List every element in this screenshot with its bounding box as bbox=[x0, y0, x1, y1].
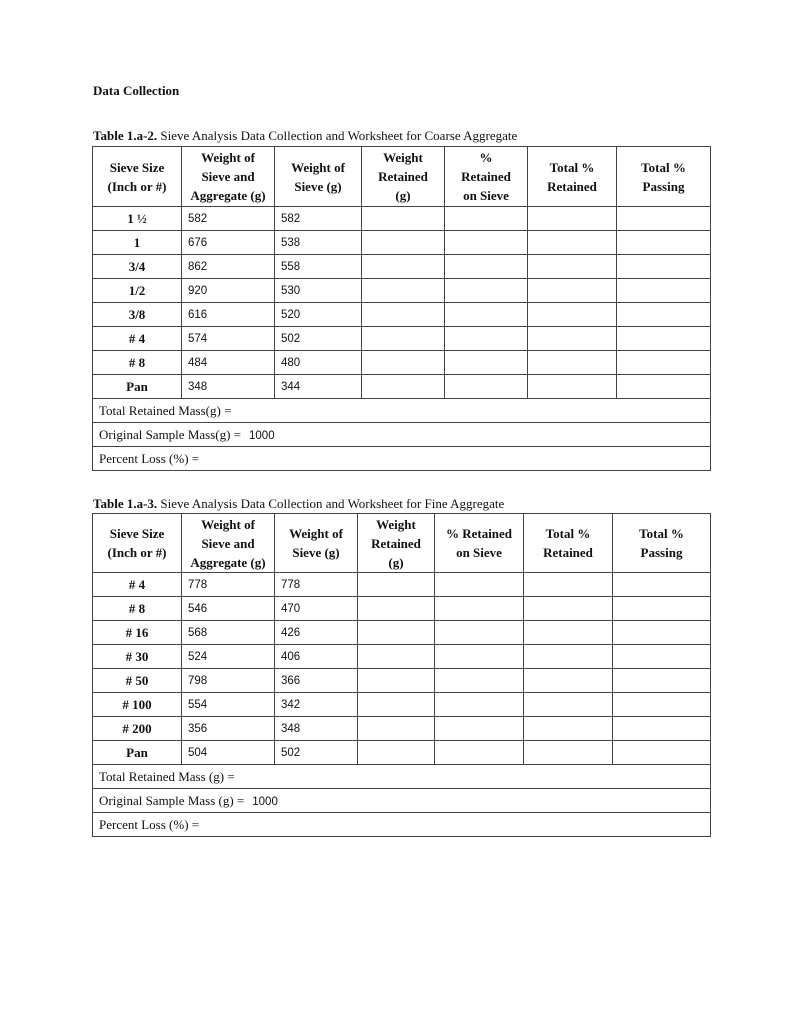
header-line: (g) bbox=[395, 188, 411, 203]
sieve-size-cell: 3/4 bbox=[93, 255, 182, 279]
fine-header-total-passing bbox=[613, 514, 711, 573]
weight-sieve-aggregate-cell: 574 bbox=[182, 327, 275, 351]
total-retained-cell bbox=[528, 375, 617, 399]
fine-header-row bbox=[93, 514, 711, 573]
sieve-size-cell: # 200 bbox=[93, 717, 182, 741]
weight-sieve-cell: 480 bbox=[275, 351, 362, 375]
total-retained-cell bbox=[524, 693, 613, 717]
weight-retained-cell bbox=[358, 741, 435, 765]
total-retained-cell bbox=[524, 717, 613, 741]
weight-sieve-cell: 778 bbox=[275, 573, 358, 597]
fine-total-retained-label: Total Retained Mass (g) = bbox=[99, 768, 235, 784]
table-row bbox=[93, 255, 711, 279]
weight-sieve-aggregate-cell: 920 bbox=[182, 279, 275, 303]
coarse-header-weight-sieve-aggregate bbox=[182, 147, 275, 207]
table-row bbox=[93, 375, 711, 399]
total-retained-cell bbox=[524, 621, 613, 645]
weight-sieve-cell: 342 bbox=[275, 693, 358, 717]
percent-retained-cell bbox=[445, 351, 528, 375]
weight-sieve-aggregate-cell: 778 bbox=[182, 573, 275, 597]
weight-sieve-cell: 558 bbox=[275, 255, 362, 279]
weight-retained-cell bbox=[362, 327, 445, 351]
weight-sieve-cell: 366 bbox=[275, 669, 358, 693]
total-passing-cell bbox=[613, 741, 711, 765]
total-passing-cell bbox=[613, 573, 711, 597]
total-passing-cell bbox=[617, 327, 711, 351]
sieve-size-cell: # 8 bbox=[93, 351, 182, 375]
weight-retained-cell bbox=[362, 303, 445, 327]
weight-sieve-aggregate-cell: 546 bbox=[182, 597, 275, 621]
total-passing-cell bbox=[613, 693, 711, 717]
percent-retained-cell bbox=[435, 573, 524, 597]
fine-original-mass-cell bbox=[93, 789, 711, 813]
header-line: on Sieve bbox=[456, 545, 502, 560]
header-line: (g) bbox=[388, 554, 404, 570]
header-line: Weight bbox=[383, 150, 423, 165]
sieve-size-cell: # 50 bbox=[93, 669, 182, 693]
header-line: Aggregate (g) bbox=[190, 554, 266, 570]
weight-sieve-cell: 502 bbox=[275, 741, 358, 765]
weight-sieve-cell: 502 bbox=[275, 327, 362, 351]
table-row bbox=[93, 621, 711, 645]
total-passing-cell bbox=[613, 621, 711, 645]
total-passing-cell bbox=[617, 231, 711, 255]
weight-sieve-aggregate-cell: 356 bbox=[182, 717, 275, 741]
table-row bbox=[93, 669, 711, 693]
fine-aggregate-table bbox=[92, 513, 711, 837]
coarse-header-weight-sieve bbox=[275, 147, 362, 207]
percent-retained-cell bbox=[435, 669, 524, 693]
coarse-total-retained-label: Total Retained Mass(g) = bbox=[99, 402, 232, 418]
coarse-header-weight-retained bbox=[362, 147, 445, 207]
fine-percent-loss-row bbox=[93, 813, 711, 837]
total-passing-cell bbox=[617, 303, 711, 327]
table-row bbox=[93, 279, 711, 303]
percent-retained-cell bbox=[445, 327, 528, 351]
coarse-header-percent-retained bbox=[445, 147, 528, 207]
sieve-size-cell: # 30 bbox=[93, 645, 182, 669]
weight-retained-cell bbox=[358, 645, 435, 669]
coarse-table-body bbox=[93, 207, 711, 399]
fine-percent-loss-cell bbox=[93, 813, 711, 837]
weight-sieve-aggregate-cell: 484 bbox=[182, 351, 275, 375]
percent-retained-cell bbox=[445, 255, 528, 279]
header-line: Sieve Size bbox=[109, 159, 165, 175]
header-line: Total % bbox=[641, 159, 686, 175]
fine-total-retained-cell bbox=[93, 765, 711, 789]
fine-original-mass-row bbox=[93, 789, 711, 813]
header-line: Passing bbox=[642, 178, 685, 194]
weight-retained-cell bbox=[358, 597, 435, 621]
total-retained-cell bbox=[524, 669, 613, 693]
header-line: % Retained bbox=[445, 526, 513, 541]
coarse-header-row bbox=[93, 147, 711, 207]
total-passing-cell bbox=[613, 669, 711, 693]
fine-table-caption bbox=[93, 496, 504, 512]
sieve-size-cell: 1 ½ bbox=[93, 207, 182, 231]
sieve-size-cell: 1/2 bbox=[93, 279, 182, 303]
coarse-percent-loss-cell bbox=[93, 447, 711, 471]
table-row bbox=[93, 573, 711, 597]
coarse-original-mass-cell bbox=[93, 423, 711, 447]
coarse-percent-loss-row bbox=[93, 447, 711, 471]
total-passing-cell bbox=[613, 717, 711, 741]
total-retained-cell bbox=[528, 351, 617, 375]
table-row bbox=[93, 645, 711, 669]
percent-retained-cell bbox=[445, 231, 528, 255]
percent-retained-cell bbox=[435, 693, 524, 717]
weight-sieve-cell: 520 bbox=[275, 303, 362, 327]
weight-sieve-aggregate-cell: 568 bbox=[182, 621, 275, 645]
total-retained-cell bbox=[524, 573, 613, 597]
percent-retained-cell bbox=[435, 741, 524, 765]
header-line: Retained bbox=[461, 169, 511, 184]
total-retained-cell bbox=[528, 207, 617, 231]
coarse-header-sieve-size bbox=[93, 147, 182, 207]
weight-retained-cell bbox=[358, 573, 435, 597]
weight-retained-cell bbox=[362, 351, 445, 375]
fine-header-percent-retained bbox=[435, 514, 524, 573]
fine-table-body bbox=[93, 573, 711, 765]
coarse-table-caption bbox=[93, 128, 517, 144]
total-retained-cell bbox=[524, 741, 613, 765]
total-passing-cell bbox=[617, 255, 711, 279]
weight-retained-cell bbox=[362, 207, 445, 231]
total-passing-cell bbox=[617, 207, 711, 231]
table-row bbox=[93, 717, 711, 741]
header-line: Weight of bbox=[291, 159, 345, 175]
header-line: Total % bbox=[549, 159, 595, 175]
table-row bbox=[93, 597, 711, 621]
weight-retained-cell bbox=[362, 231, 445, 255]
weight-sieve-aggregate-cell: 862 bbox=[182, 255, 275, 279]
fine-header-sieve-size bbox=[93, 514, 182, 573]
fine-caption-number: Table 1.a-3. bbox=[93, 496, 158, 511]
header-line: Passing bbox=[640, 545, 683, 560]
table-row bbox=[93, 303, 711, 327]
header-line: Weight of bbox=[289, 526, 343, 541]
header-line: Sieve Size bbox=[109, 526, 165, 541]
total-passing-cell bbox=[617, 351, 711, 375]
header-line: Weight of bbox=[201, 516, 255, 532]
coarse-header-total-passing bbox=[617, 147, 711, 207]
fine-original-mass-value: 1000 bbox=[252, 795, 278, 808]
sieve-size-cell: 3/8 bbox=[93, 303, 182, 327]
table-row bbox=[93, 327, 711, 351]
page-heading: Data Collection bbox=[93, 83, 180, 98]
coarse-aggregate-table bbox=[92, 146, 711, 471]
header-line: Weight of bbox=[201, 150, 255, 165]
table-row bbox=[93, 231, 711, 255]
total-retained-cell bbox=[528, 231, 617, 255]
weight-sieve-aggregate-cell: 524 bbox=[182, 645, 275, 669]
weight-retained-cell bbox=[362, 375, 445, 399]
weight-retained-cell bbox=[358, 717, 435, 741]
weight-retained-cell bbox=[358, 621, 435, 645]
header-line: Sieve (g) bbox=[292, 545, 340, 560]
percent-retained-cell bbox=[445, 375, 528, 399]
total-retained-cell bbox=[528, 279, 617, 303]
table-row bbox=[93, 741, 711, 765]
sieve-size-cell: Pan bbox=[93, 375, 182, 399]
sieve-size-cell: 1 bbox=[93, 231, 182, 255]
header-line: Total % bbox=[639, 526, 684, 541]
weight-sieve-aggregate-cell: 676 bbox=[182, 231, 275, 255]
total-passing-cell bbox=[617, 375, 711, 399]
sieve-size-cell: Pan bbox=[93, 741, 182, 765]
weight-sieve-cell: 538 bbox=[275, 231, 362, 255]
percent-retained-cell bbox=[435, 621, 524, 645]
fine-percent-loss-label: Percent Loss (%) = bbox=[99, 816, 200, 832]
total-retained-cell bbox=[524, 645, 613, 669]
fine-header-weight-sieve-aggregate bbox=[182, 514, 275, 573]
weight-sieve-aggregate-cell: 582 bbox=[182, 207, 275, 231]
weight-sieve-aggregate-cell: 504 bbox=[182, 741, 275, 765]
coarse-original-mass-label: Original Sample Mass(g) = bbox=[99, 426, 242, 442]
weight-sieve-cell: 406 bbox=[275, 645, 358, 669]
total-passing-cell bbox=[613, 597, 711, 621]
coarse-caption-number: Table 1.a-2. bbox=[93, 128, 158, 143]
coarse-caption-text: Sieve Analysis Data Collection and Worksheet for Coarse Aggregate bbox=[160, 128, 518, 143]
coarse-header-total-retained bbox=[528, 147, 617, 207]
header-line: on Sieve bbox=[463, 188, 509, 203]
total-retained-cell bbox=[528, 303, 617, 327]
header-line: Total % bbox=[545, 526, 591, 541]
percent-retained-cell bbox=[435, 645, 524, 669]
fine-total-retained-row bbox=[93, 765, 711, 789]
table-row bbox=[93, 693, 711, 717]
weight-sieve-cell: 582 bbox=[275, 207, 362, 231]
fine-header-weight-sieve bbox=[275, 514, 358, 573]
table-row bbox=[93, 207, 711, 231]
fine-caption-text: Sieve Analysis Data Collection and Worksheet for Fine Aggregate bbox=[160, 496, 505, 511]
weight-retained-cell bbox=[362, 255, 445, 279]
weight-sieve-cell: 426 bbox=[275, 621, 358, 645]
percent-retained-cell bbox=[435, 597, 524, 621]
total-retained-cell bbox=[528, 327, 617, 351]
sieve-size-cell: # 4 bbox=[93, 327, 182, 351]
header-line: Retained bbox=[543, 545, 593, 560]
percent-retained-cell bbox=[445, 279, 528, 303]
total-retained-cell bbox=[528, 255, 617, 279]
weight-sieve-aggregate-cell: 348 bbox=[182, 375, 275, 399]
header-line: Weight bbox=[376, 516, 416, 532]
weight-sieve-cell: 348 bbox=[275, 717, 358, 741]
weight-retained-cell bbox=[358, 693, 435, 717]
weight-sieve-cell: 470 bbox=[275, 597, 358, 621]
header-line: Sieve and bbox=[201, 169, 255, 184]
coarse-original-mass-row bbox=[93, 423, 711, 447]
percent-retained-cell bbox=[435, 717, 524, 741]
percent-retained-cell bbox=[445, 207, 528, 231]
header-line: (Inch or #) bbox=[107, 178, 167, 194]
weight-sieve-aggregate-cell: 798 bbox=[182, 669, 275, 693]
coarse-original-mass-value: 1000 bbox=[249, 429, 275, 442]
header-line: Retained bbox=[378, 169, 428, 184]
percent-retained-cell bbox=[445, 303, 528, 327]
sieve-size-cell: # 4 bbox=[93, 573, 182, 597]
fine-header-total-retained bbox=[524, 514, 613, 573]
coarse-percent-loss-label: Percent Loss (%) = bbox=[99, 450, 200, 466]
weight-sieve-aggregate-cell: 554 bbox=[182, 693, 275, 717]
weight-retained-cell bbox=[358, 669, 435, 693]
header-line: (Inch or #) bbox=[107, 545, 167, 560]
header-line: Sieve and bbox=[201, 535, 255, 551]
weight-sieve-cell: 344 bbox=[275, 375, 362, 399]
total-retained-cell bbox=[524, 597, 613, 621]
header-line: % bbox=[479, 150, 493, 165]
weight-retained-cell bbox=[362, 279, 445, 303]
sieve-size-cell: # 100 bbox=[93, 693, 182, 717]
header-line: Retained bbox=[547, 178, 597, 194]
coarse-total-retained-row bbox=[93, 399, 711, 423]
total-passing-cell bbox=[617, 279, 711, 303]
coarse-total-retained-cell bbox=[93, 399, 711, 423]
weight-sieve-aggregate-cell: 616 bbox=[182, 303, 275, 327]
table-row bbox=[93, 351, 711, 375]
sieve-size-cell: # 8 bbox=[93, 597, 182, 621]
sieve-size-cell: # 16 bbox=[93, 621, 182, 645]
header-line: Aggregate (g) bbox=[190, 188, 266, 203]
header-line: Retained bbox=[371, 535, 421, 551]
header-line: Sieve (g) bbox=[294, 178, 342, 194]
weight-sieve-cell: 530 bbox=[275, 279, 362, 303]
fine-original-mass-label: Original Sample Mass (g) = bbox=[99, 792, 245, 808]
fine-header-weight-retained bbox=[358, 514, 435, 573]
total-passing-cell bbox=[613, 645, 711, 669]
